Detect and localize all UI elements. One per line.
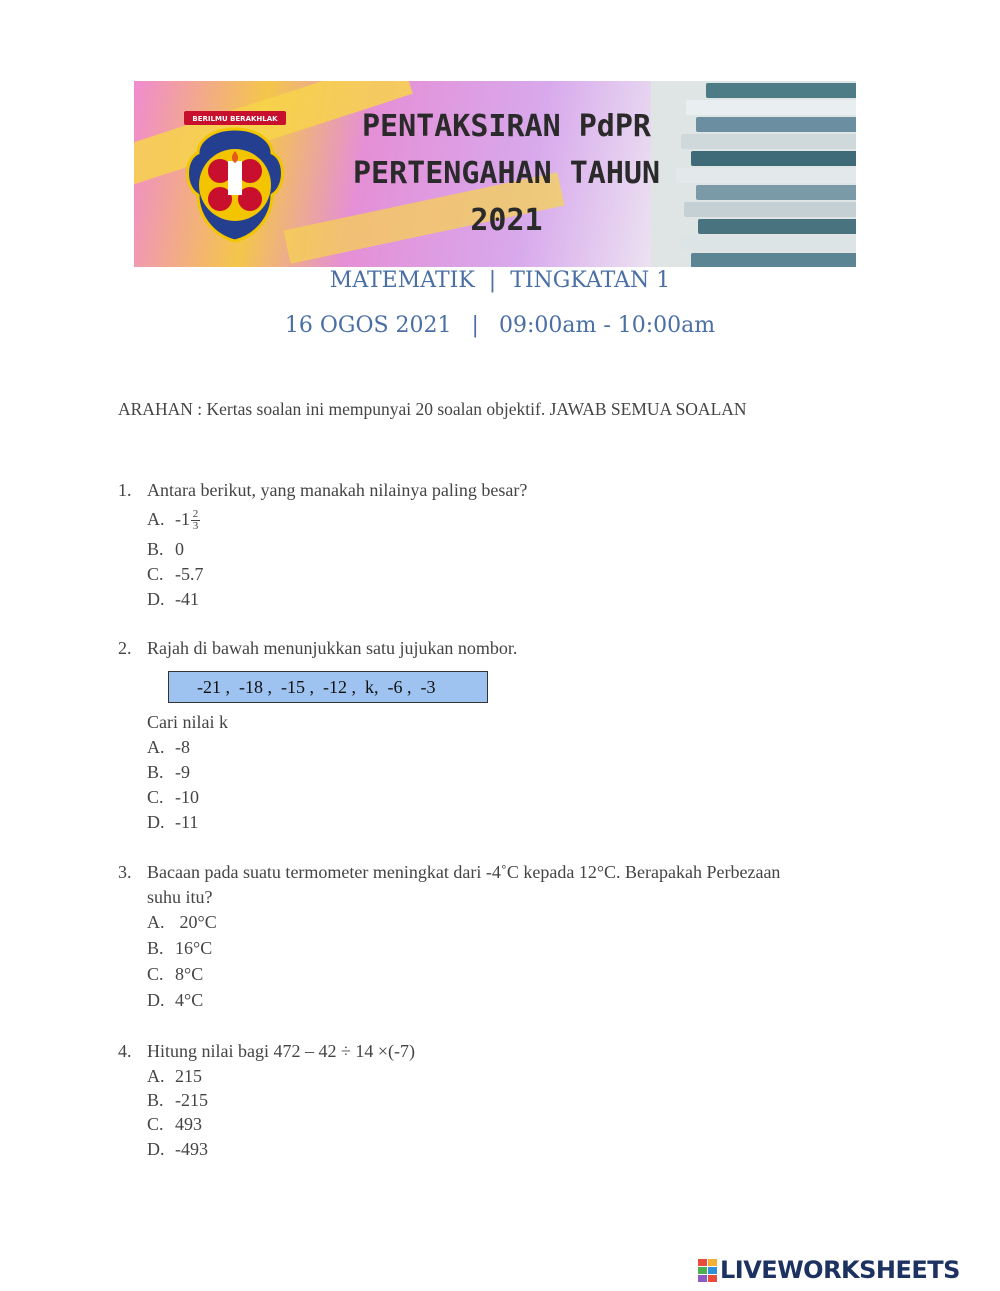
option-d[interactable] <box>147 812 198 833</box>
question-text: suhu itu? <box>147 887 213 907</box>
books-image <box>651 81 856 267</box>
option-value: -11 <box>175 812 199 832</box>
option-letter: C. <box>147 964 164 984</box>
subject-heading <box>0 268 1000 293</box>
option-a[interactable] <box>147 509 200 532</box>
option-value: -9 <box>175 762 190 782</box>
option-letter: C. <box>147 787 164 807</box>
question-number: 2. <box>118 638 132 658</box>
school-logo <box>180 111 290 251</box>
option-value: 493 <box>175 1114 202 1134</box>
fraction-denominator: 3 <box>192 520 199 533</box>
header-banner <box>134 81 856 267</box>
option-letter: D. <box>147 990 165 1010</box>
option-a[interactable] <box>147 737 190 758</box>
option-b[interactable] <box>147 539 184 560</box>
option-value: 0 <box>175 539 184 559</box>
option-letter: C. <box>147 564 164 584</box>
option-value: -493 <box>175 1139 208 1159</box>
option-d[interactable] <box>147 990 203 1011</box>
option-value: -8 <box>175 737 190 757</box>
svg-text:BERILMU BERAKHLAK: BERILMU BERAKHLAK <box>192 115 278 123</box>
option-c[interactable] <box>147 564 204 585</box>
option-value: 8°C <box>175 964 204 984</box>
question-number: 4. <box>118 1041 132 1061</box>
option-letter: A. <box>147 509 165 529</box>
option-d[interactable] <box>147 1139 208 1160</box>
sub-question: Cari nilai k <box>147 712 228 732</box>
instructions: ARAHAN : Kertas soalan ini mempunyai 20 soalan objektif. JAWAB SEMUA SOALAN <box>118 399 747 419</box>
question-number: 3. <box>118 862 132 882</box>
question-number: 1. <box>118 480 132 500</box>
option-letter: A. <box>147 1066 165 1086</box>
option-letter: C. <box>147 1114 164 1134</box>
question-text: Hitung nilai bagi 472 – 42 ÷ 14 ×(-7) <box>147 1041 415 1061</box>
option-letter: A. <box>147 737 165 757</box>
option-value: -5.7 <box>175 564 204 584</box>
fraction <box>191 509 200 532</box>
option-value: -41 <box>175 589 199 609</box>
option-letter: A. <box>147 912 165 932</box>
question-text: Antara berikut, yang manakah nilainya paling besar? <box>147 480 528 500</box>
question-text: Rajah di bawah menunjukkan satu jujukan nombor. <box>147 638 518 658</box>
option-b[interactable] <box>147 938 212 959</box>
banner-title-line: PERTENGAHAN TAHUN <box>352 156 661 191</box>
option-letter: D. <box>147 1139 165 1159</box>
banner-title <box>334 103 679 244</box>
option-b[interactable] <box>147 762 190 783</box>
option-letter: B. <box>147 539 164 559</box>
separator: | <box>488 268 497 293</box>
option-letter: B. <box>147 938 164 958</box>
option-value: 16°C <box>175 938 213 958</box>
banner-title-line: 2021 <box>470 203 543 238</box>
banner-title-line: PENTAKSIRAN PdPR <box>362 109 651 144</box>
option-c[interactable] <box>147 964 203 985</box>
exam-date: 16 OGOS 2021 <box>284 313 452 338</box>
separator: | <box>471 313 479 338</box>
option-value: 4°C <box>175 990 204 1010</box>
date-heading <box>0 313 1000 338</box>
option-letter: B. <box>147 762 164 782</box>
question-text: Bacaan pada suatu termometer meningkat dari -4˚C kepada 12°C. Berapakah Perbezaan <box>147 862 781 882</box>
option-letter: D. <box>147 812 165 832</box>
fraction-numerator: 2 <box>192 508 199 521</box>
option-a[interactable] <box>147 1066 202 1087</box>
number-sequence-box: -21 , -18 , -15 , -12 , k, -6 , -3 <box>168 671 488 703</box>
subject-name: MATEMATIK <box>329 268 475 293</box>
liveworksheets-logo-icon <box>698 1259 717 1282</box>
option-c[interactable] <box>147 1114 202 1135</box>
option-value: 20°C <box>175 912 217 932</box>
liveworksheets-watermark <box>698 1257 960 1283</box>
option-letter: B. <box>147 1090 164 1110</box>
option-d[interactable] <box>147 589 199 610</box>
option-value: 215 <box>175 1066 202 1086</box>
option-letter: D. <box>147 589 165 609</box>
option-value: -10 <box>175 787 199 807</box>
watermark-text: LIVEWORKSHEETS <box>720 1256 960 1284</box>
exam-time: 09:00am - 10:00am <box>498 313 716 338</box>
form-level: TINGKATAN 1 <box>510 268 671 293</box>
option-value: -215 <box>175 1090 208 1110</box>
option-a[interactable] <box>147 912 217 933</box>
option-c[interactable] <box>147 787 199 808</box>
option-b[interactable] <box>147 1090 208 1111</box>
option-value: -1 <box>175 509 190 529</box>
